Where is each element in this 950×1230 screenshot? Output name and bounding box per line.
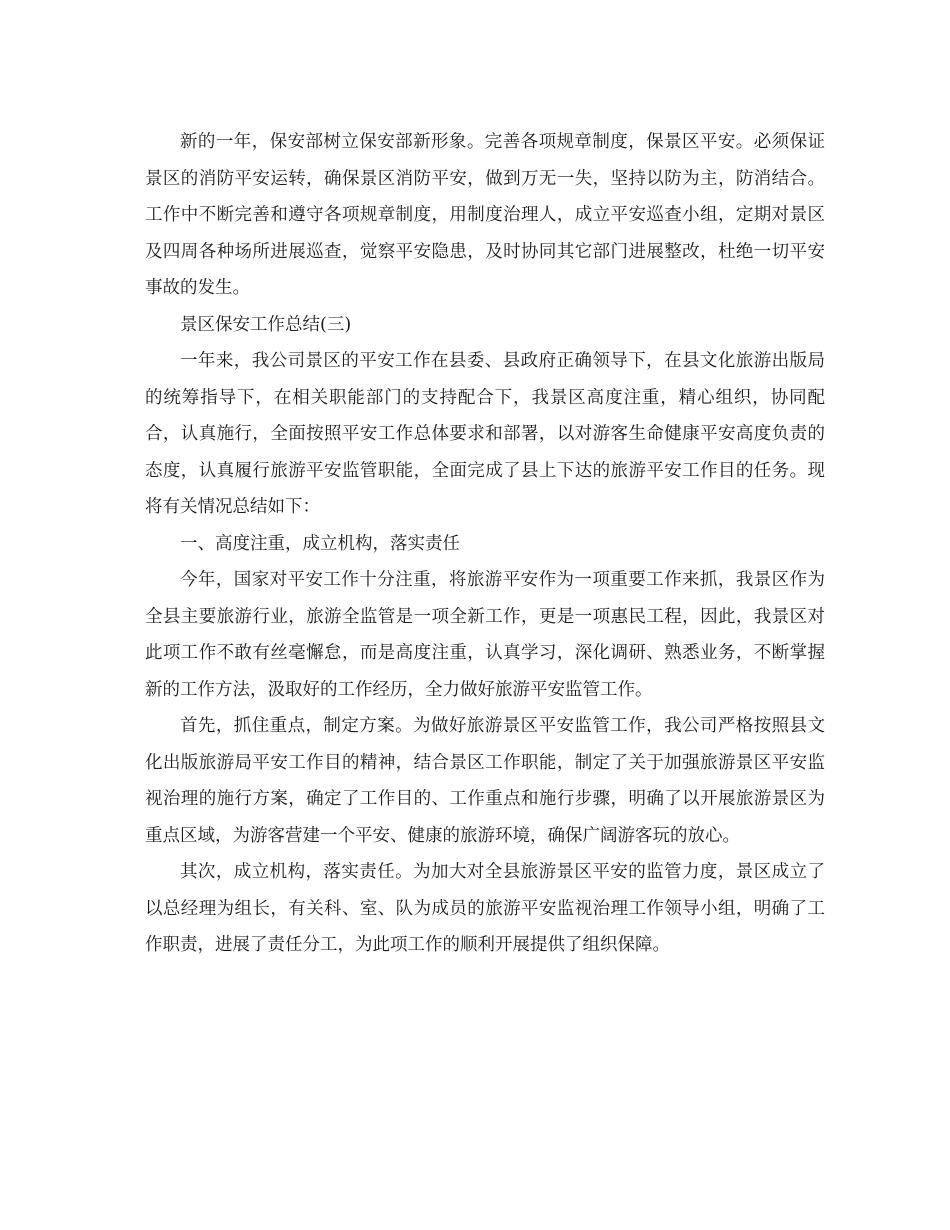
paragraph-second-organize: 其次，成立机构，落实责任。为加大对全县旅游景区平安的监管力度，景区成立了以总经理为组长，有关科、室、队为成员的旅游平安监视治理工作领导小组，明确了工作职责，进展了责任分工，为此项工作的顺利开展提供了组织保障。 <box>145 862 825 955</box>
section-heading-one: 一、高度注重，成立机构，落实责任 <box>180 533 460 554</box>
paragraph-this-year: 今年，国家对平安工作十分注重，将旅游平安作为一项重要工作来抓，我景区作为全县主要旅游行业，旅游全监管是一项全新工作，更是一项惠民工程，因此，我景区对此项工作不敢有丝毫懈怠，而是高度注重，认真学习，深化调研、熟悉业务，不断掌握新的工作方法，汲取好的工作经历，全力做好旅游平安监管工作。 <box>145 570 825 700</box>
section-heading-summary-three: 景区保安工作总结(三) <box>180 314 352 335</box>
paragraph-security-new-year: 新的一年，保安部树立保安部新形象。完善各项规章制度，保景区平安。必须保证景区的消防平安运转，确保景区消防平安，做到万无一失，坚持以防为主，防消结合。工作中不断完善和遵守各项规章制度，用制度治理人，成立平安巡查小组，定期对景区及四周各种场所进展巡查，觉察平安隐患，及时协同其它部门进展整改，杜绝一切平安事故的发生。 <box>145 132 825 298</box>
paragraph-year-overview: 一年来，我公司景区的平安工作在县委、县政府正确领导下，在县文化旅游出版局的统筹指导下，在相关职能部门的支持配合下，我景区高度注重，精心组织，协同配合，认真施行，全面按照平安工作总体要求和部署，以对游客生命健康平安高度负责的态度，认真履行旅游平安监管职能，全面完成了县上下达的旅游平安工作目的任务。现将有关情况总结如下： <box>145 351 825 517</box>
document-page <box>145 124 825 964</box>
paragraph-first-focus: 首先，抓住重点，制定方案。为做好旅游景区平安监管工作，我公司严格按照县文化出版旅游局平安工作目的精神，结合景区工作职能，制定了关于加强旅游景区平安监视治理的施行方案，确定了工作目的、工作重点和施行步骤，明确了以开展旅游景区为重点区域，为游客营建一个平安、健康的旅游环境，确保广阔游客玩的放心。 <box>145 716 825 846</box>
